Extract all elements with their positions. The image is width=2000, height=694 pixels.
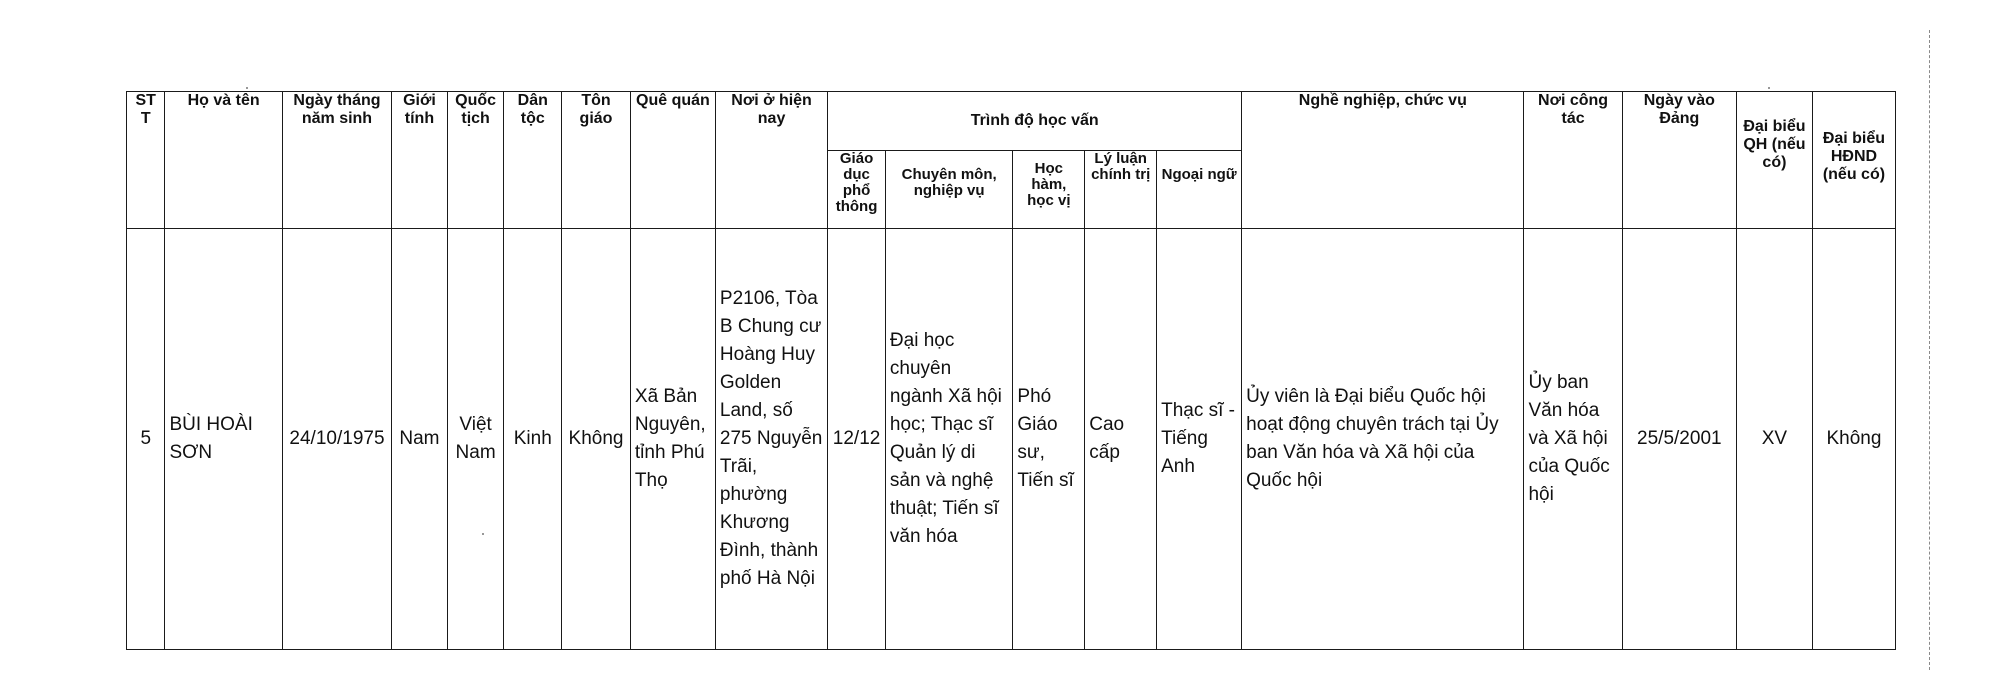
cell-council-deputy: Không: [1812, 229, 1895, 650]
header-occupation: Nghề nghiệp, chức vụ: [1242, 92, 1524, 229]
cell-political-theory: Cao cấp: [1085, 229, 1157, 650]
cell-name: BÙI HOÀI SƠN: [165, 229, 282, 650]
header-hometown: Quê quán: [630, 92, 715, 229]
header-council-deputy: Đại biểu HĐND (nếu có): [1812, 92, 1895, 229]
cell-occupation: Ủy viên là Đại biểu Quốc hội hoạt động chuyên trách tại Ủy ban Văn hóa và Xã hội của Quốc hội: [1242, 229, 1524, 650]
cell-na-deputy: XV: [1736, 229, 1812, 650]
header-nationality: Quốc tịch: [447, 92, 504, 229]
cell-ethnicity: Kinh: [504, 229, 562, 650]
header-gender: Giới tính: [392, 92, 448, 229]
header-religion: Tôn giáo: [562, 92, 631, 229]
header-party-date: Ngày vào Đảng: [1622, 92, 1736, 229]
cell-hometown: Xã Bản Nguyên, tỉnh Phú Thọ: [630, 229, 715, 650]
cell-residence: P2106, Tòa B Chung cư Hoàng Huy Golden Land, số 275 Nguyễn Trãi, phường Khương Đình, thành phố Hà Nội: [715, 229, 827, 650]
scan-speck: [246, 87, 248, 89]
header-foreign-language: Ngoại ngữ: [1157, 151, 1242, 229]
cell-general-education: 12/12: [828, 229, 886, 650]
scan-fold-line: [1929, 30, 1930, 670]
cell-religion: Không: [562, 229, 631, 650]
cell-specialty: Đại học chuyên ngành Xã hội học; Thạc sĩ Quản lý di sản và nghệ thuật; Tiến sĩ văn hóa: [885, 229, 1013, 650]
header-education-group: Trình độ học vấn: [828, 92, 1242, 151]
header-stt: ST T: [127, 92, 165, 229]
cell-nationality: Việt Nam: [447, 229, 504, 650]
table-row: [127, 229, 1896, 650]
header-row-1: [127, 92, 1896, 151]
header-ethnicity: Dân tộc: [504, 92, 562, 229]
cell-gender: Nam: [392, 229, 448, 650]
cell-dob: 24/10/1975: [282, 229, 391, 650]
cell-stt: 5: [127, 229, 165, 650]
header-general-education: Giáo dục phổ thông: [828, 151, 886, 229]
cell-academic-title: Phó Giáo sư, Tiến sĩ: [1013, 229, 1085, 650]
cell-foreign-language: Thạc sĩ - Tiếng Anh: [1157, 229, 1242, 650]
cell-party-date: 25/5/2001: [1622, 229, 1736, 650]
header-na-deputy: Đại biểu QH (nếu có): [1736, 92, 1812, 229]
header-name: Họ và tên: [165, 92, 282, 229]
candidate-table: [126, 91, 1896, 650]
header-academic-title: Học hàm, học vị: [1013, 151, 1085, 229]
header-specialty: Chuyên môn, nghiệp vụ: [885, 151, 1013, 229]
scan-speck: [1768, 87, 1770, 89]
cell-workplace: Ủy ban Văn hóa và Xã hội của Quốc hội: [1524, 229, 1622, 650]
header-dob: Ngày tháng năm sinh: [282, 92, 391, 229]
header-workplace: Nơi công tác: [1524, 92, 1622, 229]
header-political-theory: Lý luận chính trị: [1085, 151, 1157, 229]
header-residence: Nơi ở hiện nay: [715, 92, 827, 229]
